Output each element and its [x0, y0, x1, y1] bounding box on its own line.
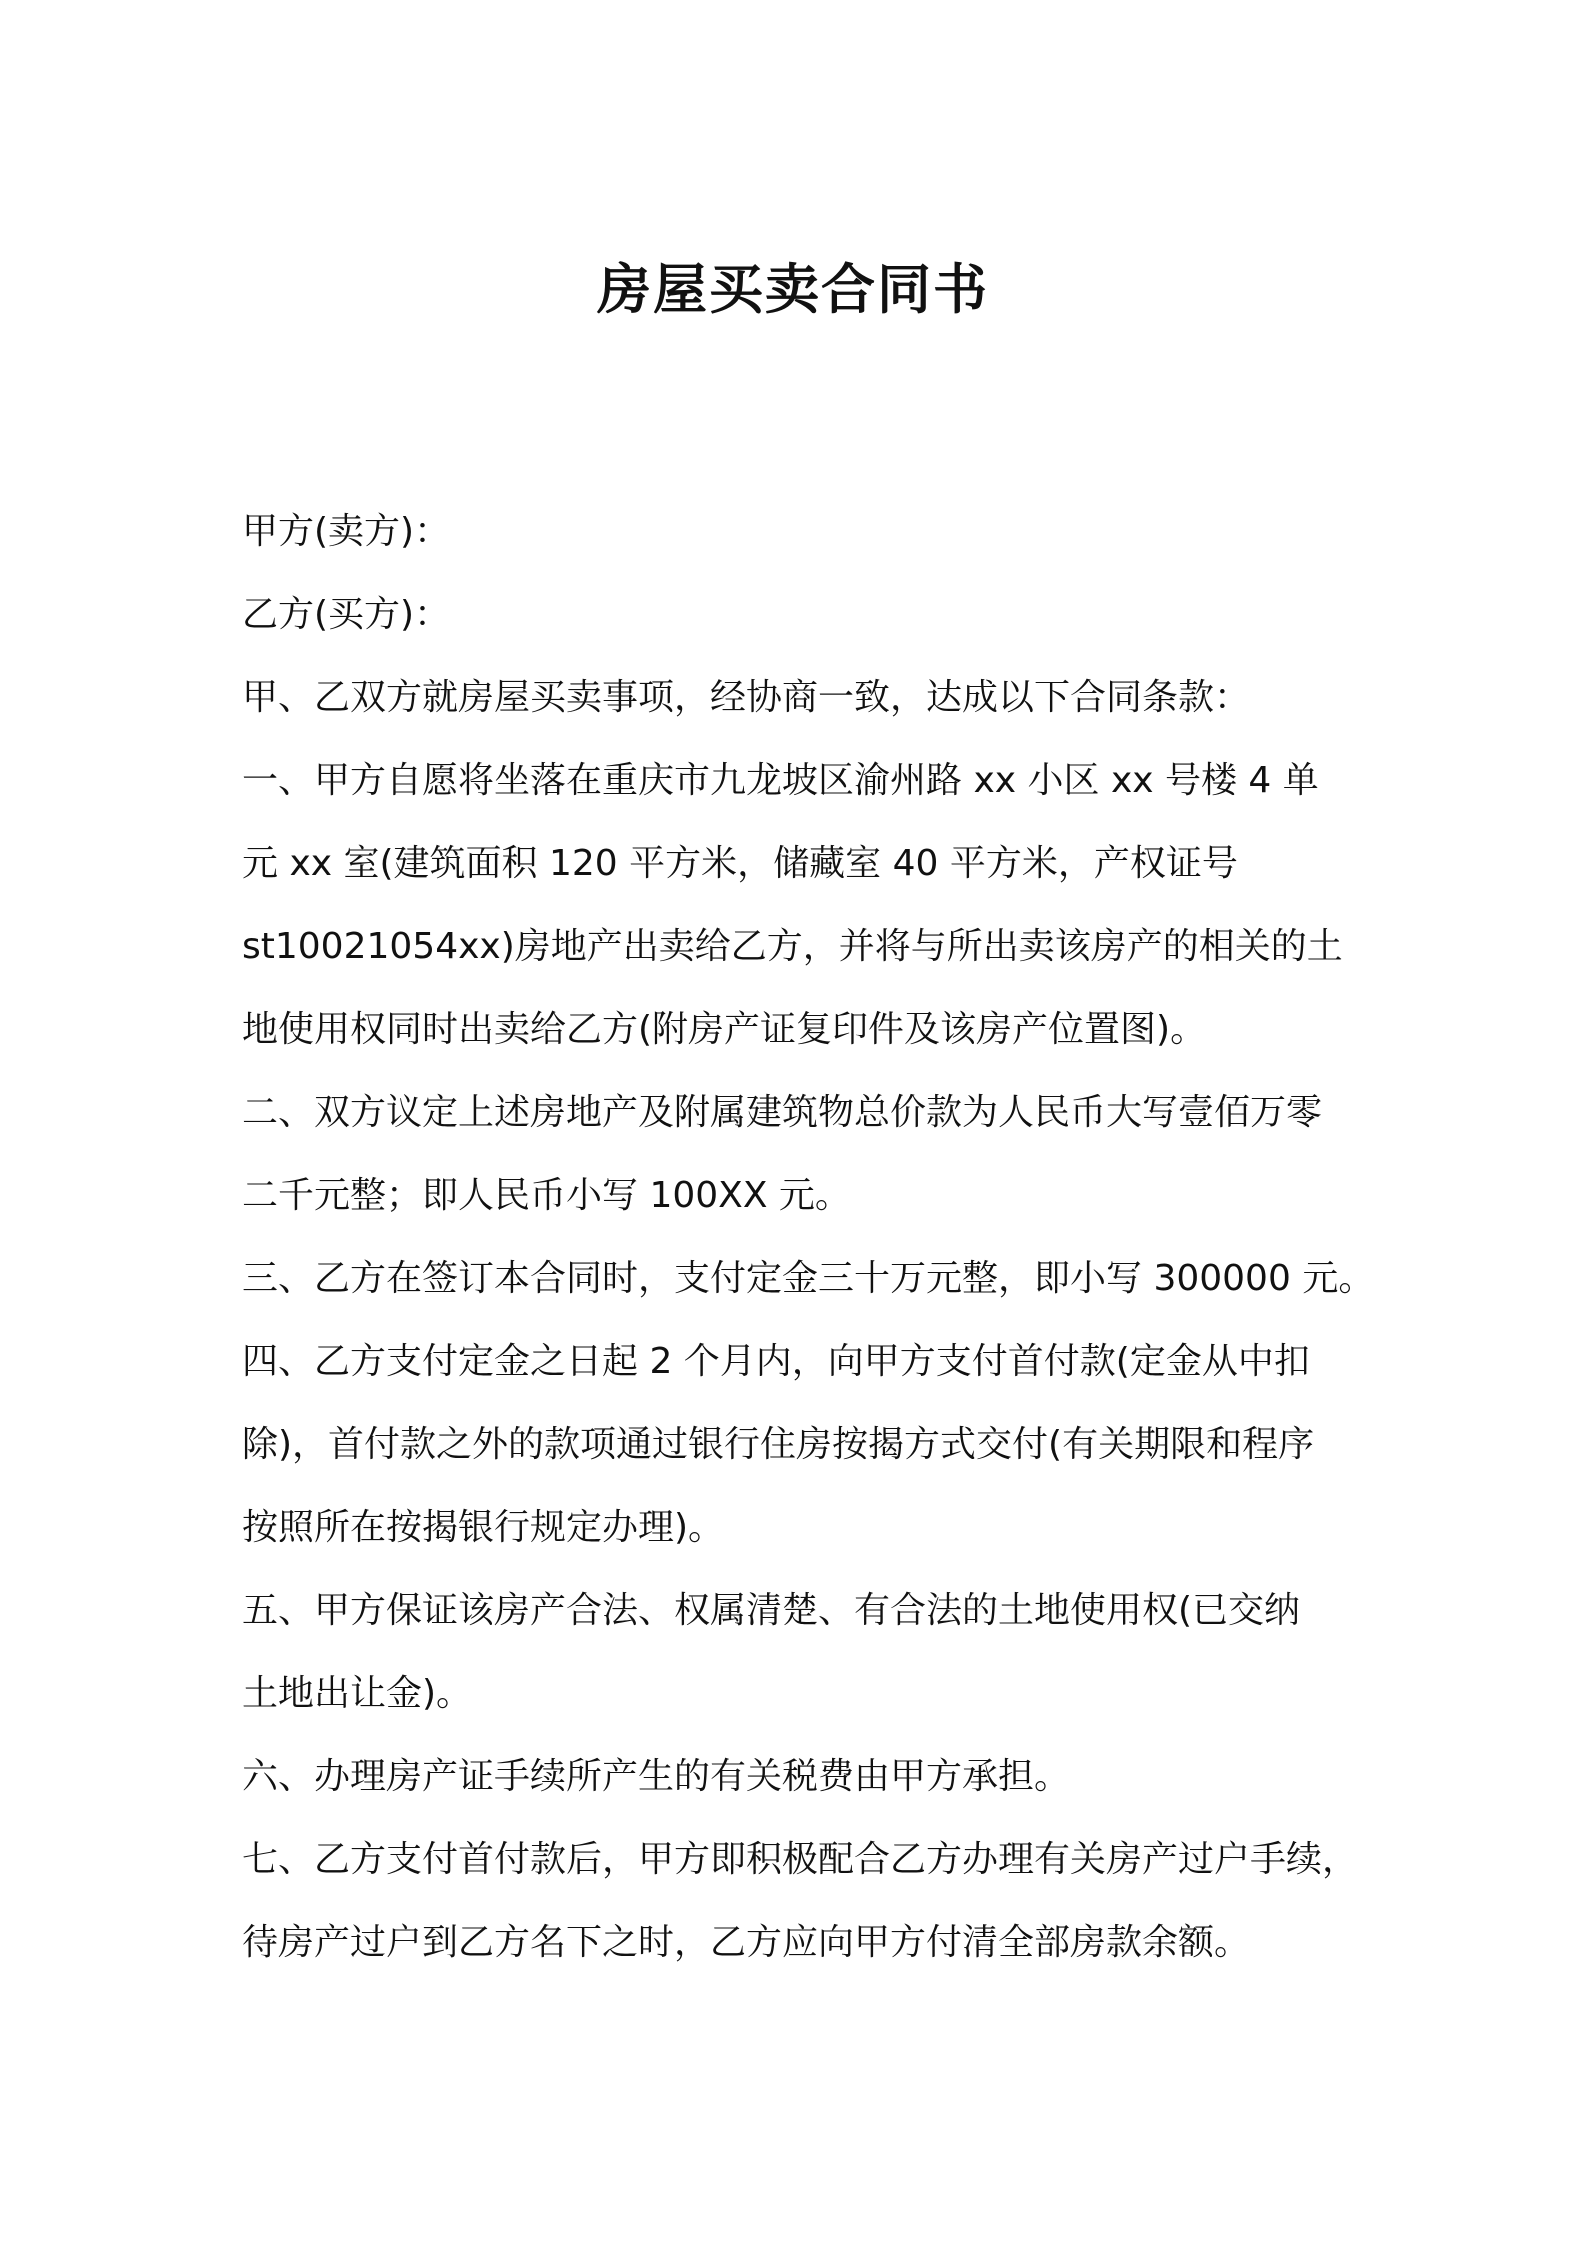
contract-body: [242, 490, 1375, 1984]
clause-2-line-1: 二、双方议定上述房地产及附属建筑物总价款为人民币大写壹佰万零: [242, 1092, 1323, 1133]
clause-6-line-1: 六、办理房产证手续所产生的有关税费由甲方承担。: [242, 1756, 1071, 1797]
party-b-line: 乙方(买方)：: [242, 594, 451, 635]
clause-5-line-1: 五、甲方保证该房产合法、权属清楚、有合法的土地使用权(已交纳: [242, 1590, 1301, 1631]
page-title: 房屋买卖合同书: [597, 258, 989, 321]
clause-2-line-2: 二千元整；即人民币小写 100XX 元。: [242, 1175, 851, 1216]
clause-4-line-1: 四、乙方支付定金之日起 2 个月内，向甲方支付首付款(定金从中扣: [242, 1341, 1310, 1382]
clause-1-line-4: 地使用权同时出卖给乙方(附房产证复印件及该房产位置图)。: [242, 1009, 1207, 1050]
party-a-line: 甲方(卖方)：: [242, 511, 451, 552]
clause-7-line-2: 待房产过户到乙方名下之时，乙方应向甲方付清全部房款余额。: [242, 1922, 1251, 1963]
clause-4-line-2: 除)，首付款之外的款项通过银行住房按揭方式交付(有关期限和程序: [242, 1424, 1315, 1465]
preamble-line: 甲、乙双方就房屋买卖事项，经协商一致，达成以下合同条款：: [242, 677, 1251, 718]
clause-4-line-3: 按照所在按揭银行规定办理)。: [242, 1507, 725, 1548]
clause-1-line-3: st10021054xx)房地产出卖给乙方，并将与所出卖该房产的相关的土: [242, 926, 1343, 967]
clause-5-line-2: 土地出让金)。: [242, 1673, 473, 1714]
clause-1-line-2: 元 xx 室(建筑面积 120 平方米，储藏室 40 平方米，产权证号: [242, 843, 1238, 884]
clause-7-line-1: 七、乙方支付首付款后，甲方即积极配合乙方办理有关房产过户手续，: [242, 1839, 1359, 1880]
clause-1-line-1: 一、甲方自愿将坐落在重庆市九龙坡区渝州路 xx 小区 xx 号楼 4 单: [242, 760, 1319, 801]
clause-3-line-1: 三、乙方在签订本合同时，支付定金三十万元整，即小写 300000 元。: [242, 1258, 1375, 1299]
